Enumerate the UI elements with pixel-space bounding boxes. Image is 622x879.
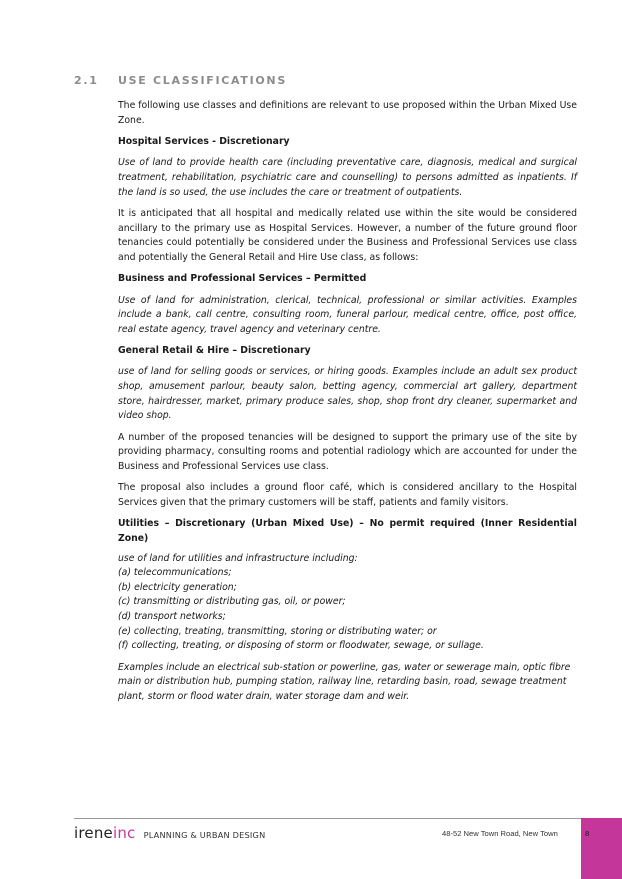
section-heading bbox=[74, 74, 287, 87]
brand-name: irene bbox=[74, 824, 113, 842]
list-item: (c) transmitting or distributing gas, oil, or power; bbox=[118, 596, 346, 608]
list-item: (e) collecting, treating, transmitting, storing or distributing water; or bbox=[118, 625, 437, 637]
utilities-list bbox=[118, 566, 577, 654]
list-item: (f) collecting, treating, or disposing of storm or floodwater, sewage, or sullage. bbox=[118, 640, 484, 652]
brand-tagline: PLANNING & URBAN DESIGN bbox=[143, 830, 266, 840]
section-title: USE CLASSIFICATIONS bbox=[118, 74, 287, 87]
body-content bbox=[118, 99, 577, 704]
utilities-intro: use of land for utilities and infrastructure including: bbox=[118, 552, 358, 564]
brand-accent: inc bbox=[112, 824, 136, 842]
utilities-heading: Utilities – Discretionary (Urban Mixed Use) – No permit required (Inner Residential Zone) bbox=[118, 518, 577, 544]
section-number: 2.1 bbox=[74, 74, 99, 87]
ancillary-paragraph: It is anticipated that all hospital and medically related use within the site would be considered ancillary to the primary use as Hospital Services. However, a number of the future ground floor tenancies could potentially be considered under the Business and Professional Services use class and potentially the General Retail and Hire Use class, as follows: bbox=[118, 207, 577, 263]
business-heading: Business and Professional Services – Permitted bbox=[118, 273, 367, 285]
page-number: 8 bbox=[585, 829, 590, 838]
page-number-block bbox=[581, 818, 622, 879]
footer-address: 48-52 New Town Road, New Town bbox=[442, 829, 558, 838]
tenancies-paragraph: A number of the proposed tenancies will be designed to support the primary use of the site by providing pharmacy, consulting rooms and potential radiology which are accounted for under the Business and Professional Services use class. bbox=[118, 431, 577, 472]
business-definition: Use of land for administration, clerical, technical, professional or similar activities. Examples include a bank, call centre, consulting room, funeral parlour, medical centre, office, post office, real estate agency, travel agency and veterinary centre. bbox=[118, 294, 577, 335]
cafe-paragraph: The proposal also includes a ground floor café, which is considered ancillary to the Hospital Services given that the primary customers will be staff, patients and family visitors. bbox=[118, 482, 577, 508]
brand-logo bbox=[74, 823, 265, 842]
list-item: (d) transport networks; bbox=[118, 611, 226, 623]
retail-heading: General Retail & Hire – Discretionary bbox=[118, 345, 311, 357]
list-item: (a) telecommunications; bbox=[118, 567, 232, 579]
footer-divider bbox=[74, 818, 581, 819]
utilities-examples: Examples include an electrical sub-station or powerline, gas, water or sewerage main, optic fibre main or distribution hub, pumping station, railway line, retarding basin, road, sewage treatment plant, storm or flood water drain, water storage dam and weir. bbox=[118, 661, 571, 702]
retail-definition: use of land for selling goods or services, or hiring goods. Examples include an adult sex product shop, amusement parlour, beauty salon, betting agency, commercial art gallery, department store, hairdresser, market, primary produce sales, shop, shop front dry cleaner, supermarket and video shop. bbox=[118, 366, 577, 422]
hospital-definition: Use of land to provide health care (including preventative care, diagnosis, medical and surgical treatment, rehabilitation, psychiatric care and counselling) to persons admitted as inpatients. If the land is so used, the use includes the care or treatment of outpatients. bbox=[118, 157, 577, 198]
intro-paragraph: The following use classes and definitions are relevant to use proposed within the Urban Mixed Use Zone. bbox=[118, 100, 577, 126]
hospital-heading: Hospital Services - Discretionary bbox=[118, 135, 290, 147]
list-item: (b) electricity generation; bbox=[118, 581, 237, 593]
